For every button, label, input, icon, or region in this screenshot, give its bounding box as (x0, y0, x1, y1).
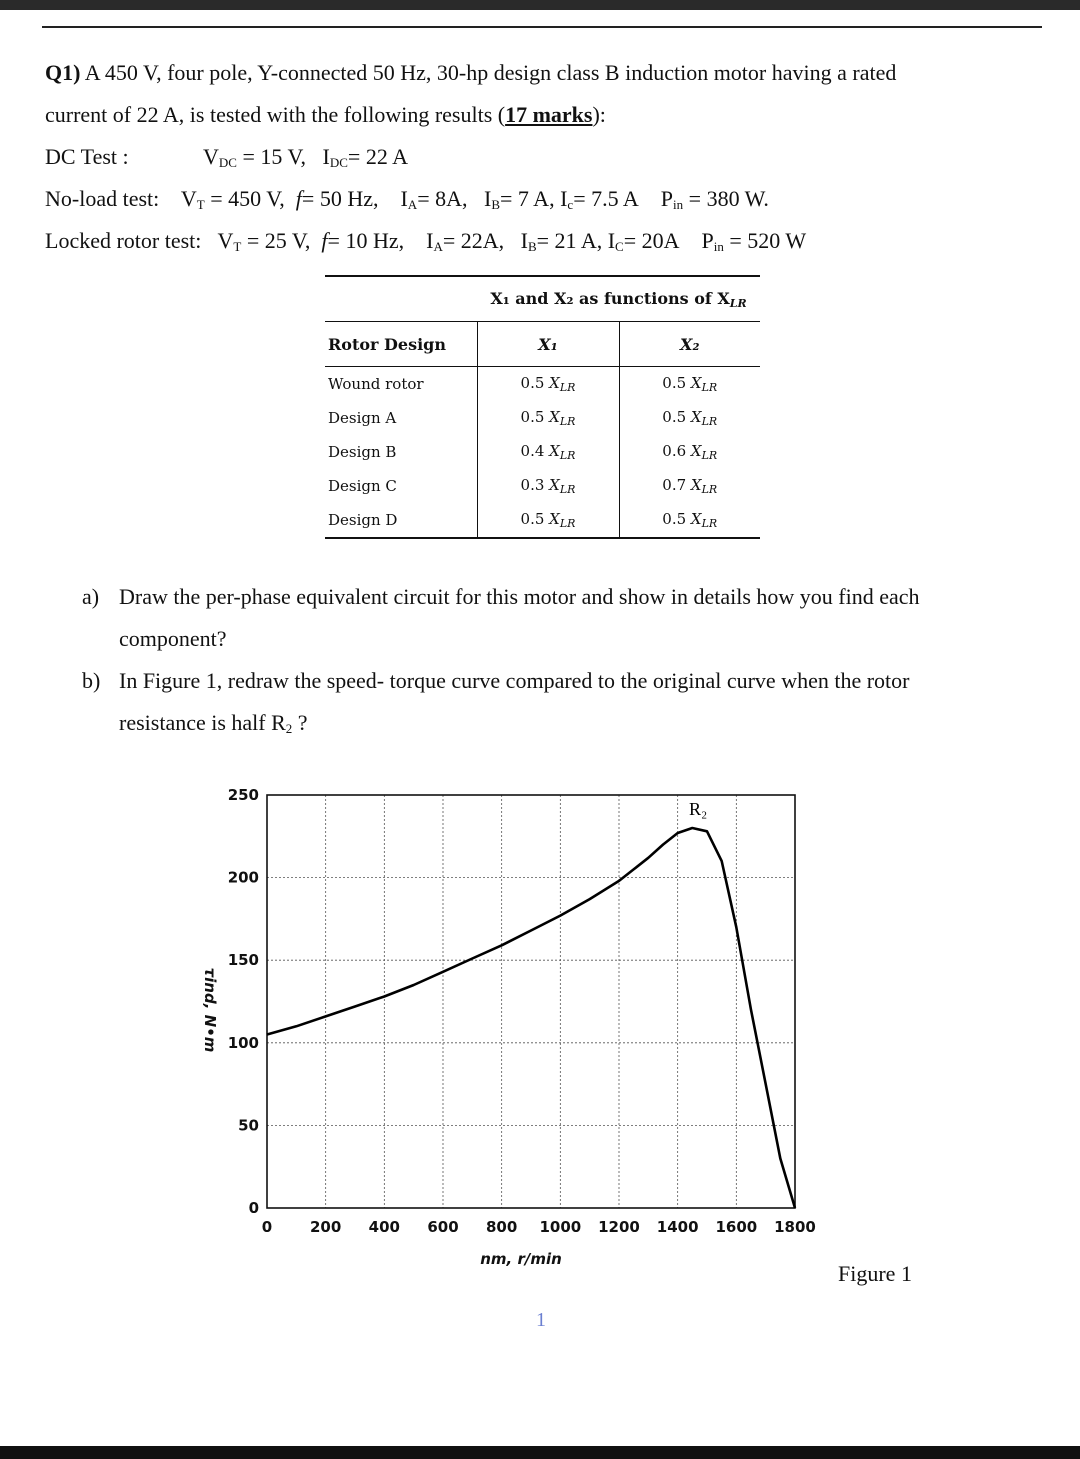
noload-vt: V (180, 186, 197, 211)
xlr-symbol: X (549, 510, 560, 528)
part-b-line-1: In Figure 1, redraw the speed- torque curve compared to the original curve when the rotor (119, 668, 910, 693)
design-cell: Design A (328, 409, 397, 427)
xlr-symbol: X (549, 442, 560, 460)
x-tick-label: 200 (310, 1218, 342, 1236)
dc-i: I (322, 144, 330, 169)
x2-coef: 0.5 (662, 510, 691, 528)
x2-coef: 0.5 (662, 408, 691, 426)
col-header-x2: X₂ (619, 322, 760, 367)
xlr-sub: LR (701, 381, 718, 394)
x1-coef: 0.3 (520, 476, 550, 494)
xlr-symbol: X (549, 408, 560, 426)
x-tick-label: 1800 (774, 1218, 816, 1236)
locked-f-value: = 10 Hz, (327, 228, 405, 253)
locked-vt-value: = 25 V, (241, 228, 311, 253)
x-tick-label: 1400 (656, 1218, 699, 1236)
dc-v: V (203, 144, 219, 169)
xlr-sub: LR (701, 517, 718, 530)
xlr-sub: LR (701, 415, 718, 428)
locked-vt-sub: T (233, 239, 242, 254)
locked-f: f (321, 228, 328, 253)
part-b-line-2-text: resistance is half R (119, 710, 286, 735)
x2-coef: 0.6 (662, 442, 691, 460)
noload-pin-sub: in (673, 197, 684, 212)
design-cell: Design D (325, 503, 477, 538)
noload-vt-value: = 450 V, (204, 186, 285, 211)
locked-vt: V (217, 228, 234, 253)
xlr-sub: LR (559, 381, 576, 394)
question-text-2-end: ): (592, 102, 606, 127)
locked-ib-value: = 21 A, (536, 228, 603, 253)
locked-ic: I (607, 228, 616, 253)
x1-coef: 0.5 (520, 374, 550, 392)
locked-ib: I (520, 228, 528, 253)
xlr-sub: LR (701, 483, 718, 496)
y-axis-label: τind, N•m (201, 967, 219, 1053)
noload-test-label: No-load test: (45, 186, 160, 211)
x-tick-label: 1200 (598, 1218, 640, 1236)
y-tick-label: 0 (248, 1199, 259, 1217)
noload-f-value: = 50 Hz, (301, 186, 379, 211)
x-axis-label: nm, r/min (480, 1250, 562, 1268)
noload-ib: I (483, 186, 492, 211)
locked-pin-value: = 520 W (723, 228, 807, 253)
part-a-line-1: Draw the per-phase equivalent circuit for this motor and show in details how you find each (119, 584, 920, 609)
xlr-symbol: X (690, 374, 702, 392)
xlr-symbol: X (549, 374, 560, 392)
noload-ia-sub: A (407, 197, 418, 212)
part-b-label: b) (82, 668, 101, 693)
x-tick-label: 800 (486, 1218, 518, 1236)
locked-ia: I (426, 228, 434, 253)
dc-v-value: = 15 V, (236, 144, 307, 169)
marks-label: 17 marks (505, 102, 593, 127)
xlr-symbol: X (690, 510, 702, 528)
noload-ib-sub: B (491, 197, 500, 212)
group-header-text: X₁ and X₂ as functions of X (490, 288, 730, 308)
xlr-sub: LR (559, 517, 576, 530)
part-b-r2-sub: 2 (285, 721, 293, 736)
y-tick-label: 100 (227, 1033, 259, 1052)
noload-ic-value: = 7.5 A (573, 186, 639, 211)
locked-pin-sub: in (713, 239, 724, 254)
x1-coef: 0.4 (520, 442, 550, 460)
part-a-label: a) (82, 584, 100, 609)
noload-vt-sub: T (196, 197, 205, 212)
locked-ia-value: = 22A, (442, 228, 505, 253)
xlr-symbol: X (690, 476, 702, 494)
part-b-line-2-end: ? (292, 710, 308, 735)
question-number: Q1) (45, 60, 81, 85)
design-cell: Wound rotor (325, 367, 477, 402)
xlr-symbol: X (549, 476, 560, 494)
x-tick-label: 1000 (539, 1218, 582, 1236)
locked-pin: P (701, 228, 714, 253)
dc-i-sub: DC (329, 155, 348, 170)
xlr-symbol: X (690, 408, 702, 426)
x2-coef: 0.5 (662, 374, 691, 392)
xlr-sub: LR (559, 415, 576, 428)
locked-test-label: Locked rotor test: (45, 228, 202, 253)
xlr-symbol: X (690, 442, 702, 460)
noload-ic: I (560, 186, 568, 211)
locked-ia-sub: A (433, 239, 443, 254)
bottom-frame-bar (0, 1446, 1080, 1459)
x2-coef: 0.7 (662, 476, 691, 494)
y-tick-label: 250 (227, 786, 259, 804)
x1-coef: 0.5 (520, 408, 550, 426)
group-header-sub: LR (729, 296, 747, 310)
noload-ib-value: = 7 A, (499, 186, 555, 211)
question-text-1: A 450 V, four pole, Y-connected 50 Hz, 30-hp design class B induction motor having a rated (84, 60, 897, 85)
dc-test-label: DC Test : (45, 144, 129, 169)
design-cell: Design B (328, 443, 397, 461)
x-tick-label: 600 (427, 1218, 459, 1236)
dc-i-value: = 22 A (347, 144, 408, 169)
noload-pin-value: = 380 W. (683, 186, 769, 211)
x-tick-label: 400 (368, 1218, 400, 1236)
y-tick-label: 200 (227, 868, 259, 887)
col-header-design: Rotor Design (325, 322, 477, 367)
curve-annotation-r2: R₂ (689, 798, 708, 819)
noload-f: f (295, 186, 302, 211)
col-header-x1: X₁ (477, 322, 619, 367)
dc-v-sub: DC (218, 155, 237, 170)
noload-pin: P (660, 186, 674, 211)
xlr-sub: LR (701, 449, 718, 462)
figure-label: Figure 1 (838, 1261, 912, 1286)
question-text-2: current of 22 A, is tested with the following results ( (45, 102, 506, 127)
locked-ic-value: = 20A (623, 228, 680, 253)
locked-ic-sub: C (615, 239, 624, 254)
y-tick-label: 50 (238, 1116, 259, 1135)
x-tick-label: 1600 (715, 1218, 758, 1236)
noload-ia: I (400, 186, 408, 211)
noload-ic-sub: c (567, 197, 574, 212)
plot-frame (267, 795, 795, 1208)
design-cell: Design C (328, 477, 397, 495)
noload-ia-value: = 8A, (417, 186, 468, 211)
locked-ib-sub: B (527, 239, 537, 254)
torque-curve (267, 828, 795, 1208)
part-a-line-2: component? (119, 626, 227, 651)
page-number: 1 (536, 1309, 546, 1331)
xlr-sub: LR (559, 483, 576, 496)
xlr-sub: LR (559, 449, 576, 462)
x-tick-label: 0 (261, 1218, 273, 1236)
x1-coef: 0.5 (520, 510, 550, 528)
y-tick-label: 150 (227, 951, 259, 970)
